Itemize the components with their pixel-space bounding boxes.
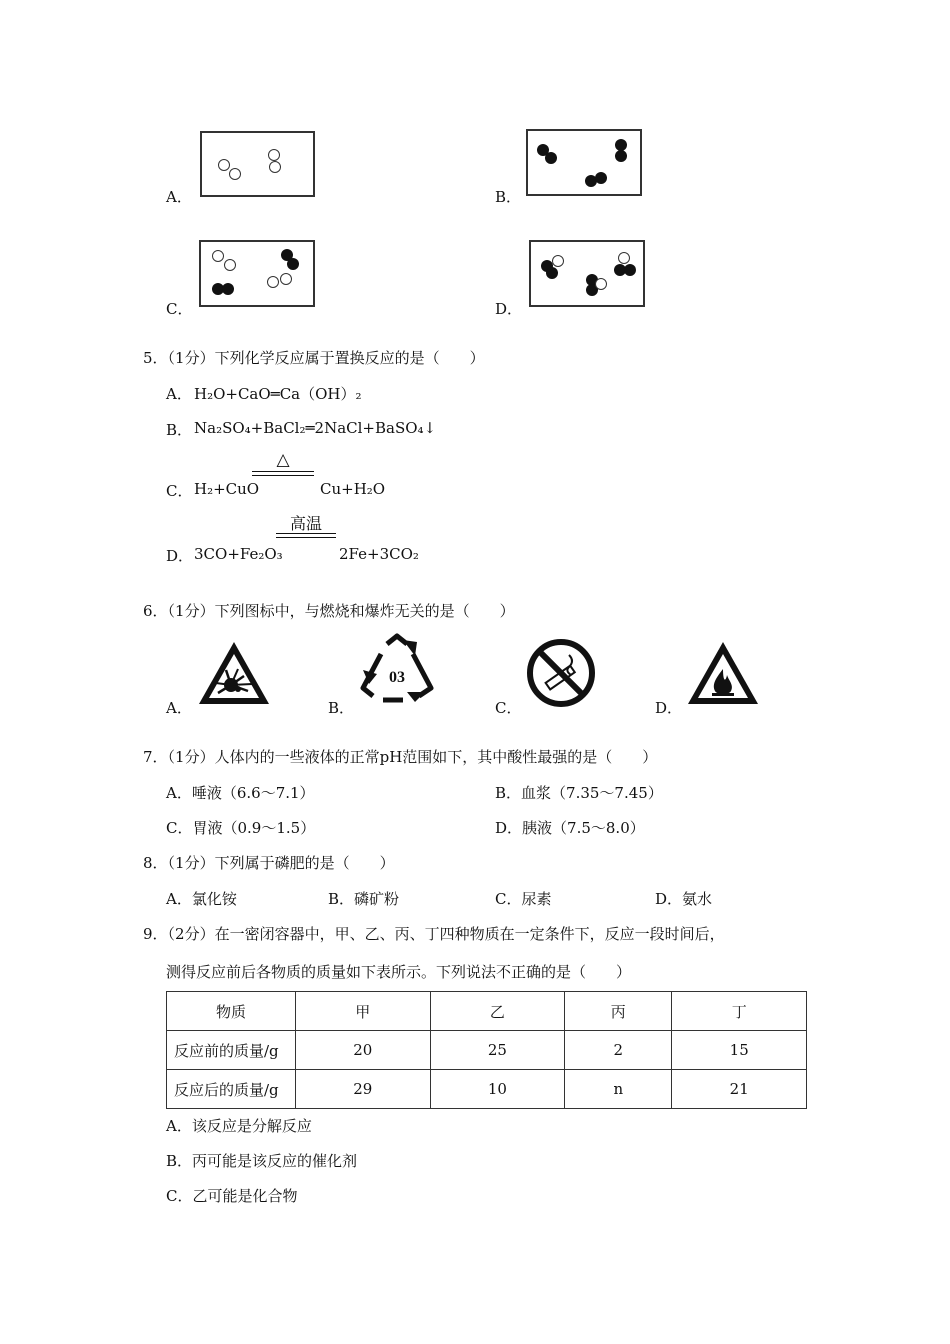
q7-option-a: A．唾液（6.6～7.1） — [166, 784, 315, 802]
q5-option-b-label: B． — [166, 421, 193, 439]
table-cell: n — [565, 1070, 672, 1109]
table-cell: 29 — [296, 1070, 431, 1109]
table-header-cell: 丙 — [565, 992, 672, 1031]
q4-diagram-a — [200, 131, 315, 197]
table-header-cell: 丁 — [672, 992, 807, 1031]
atom-white — [212, 250, 224, 262]
table-cell: 反应前的质量/g — [167, 1031, 296, 1070]
table-cell: 2 — [565, 1031, 672, 1070]
q8-option-a: A．氯化铵 — [166, 890, 237, 908]
table-cell: 反应后的质量/g — [167, 1070, 296, 1109]
q9-option-b: B．丙可能是该反应的催化剂 — [166, 1152, 358, 1170]
explosive-warning-icon — [196, 639, 272, 707]
reaction-condition-high-temp — [276, 511, 336, 539]
table-header-cell: 乙 — [430, 992, 565, 1031]
atom-white — [269, 161, 281, 173]
table-header-row — [167, 992, 807, 1031]
q5-option-c-products: Cu+H₂O — [320, 480, 386, 498]
q9-option-a: A．该反应是分解反应 — [166, 1117, 312, 1135]
q4-option-b-label: B． — [495, 188, 522, 206]
q4-option-a-label: A． — [166, 188, 192, 206]
atom-black — [546, 267, 558, 279]
atom-white — [267, 276, 279, 288]
q8-option-b: B．磷矿粉 — [328, 890, 400, 908]
q5-option-d-products: 2Fe+3CO₂ — [339, 545, 419, 563]
atom-white — [218, 159, 230, 171]
q4-option-d-label: D． — [495, 300, 523, 318]
table-cell: 20 — [296, 1031, 431, 1070]
heat-symbol: △ — [276, 450, 290, 470]
high-temp-text: 高温 — [289, 514, 322, 533]
flammable-warning-icon — [685, 639, 761, 707]
table-row — [167, 1031, 807, 1070]
table-cell: 10 — [430, 1070, 565, 1109]
atom-black — [624, 264, 636, 276]
q4-diagram-d — [529, 240, 645, 307]
q7-option-b: B．血浆（7.35～7.45） — [495, 784, 663, 802]
atom-white — [618, 252, 630, 264]
q4-option-c-label: C． — [166, 300, 193, 318]
q6-option-a-label: A． — [166, 699, 192, 717]
table-row — [167, 1070, 807, 1109]
q6-option-d-label: D． — [655, 699, 683, 717]
q8-option-c: C．尿素 — [495, 890, 552, 908]
atom-white — [268, 149, 280, 161]
q8-option-d: D．氨水 — [655, 890, 713, 908]
no-smoking-icon — [525, 637, 597, 709]
atom-white — [224, 259, 236, 271]
table-header-cell: 物质 — [167, 992, 296, 1031]
atom-black — [287, 258, 299, 270]
atom-black — [545, 152, 557, 164]
q4-diagram-b — [526, 129, 642, 196]
q5-option-d-label: D． — [166, 547, 194, 565]
q6-option-b-label: B． — [328, 699, 355, 717]
mass-table — [166, 991, 807, 1109]
q7-option-c: C．胃液（0.9～1.5） — [166, 819, 316, 837]
atom-black — [595, 172, 607, 184]
table-cell: 15 — [672, 1031, 807, 1070]
q5-option-b-equation: Na₂SO₄+BaCl₂═2NaCl+BaSO₄↓ — [194, 419, 437, 437]
q5-option-a-label: A． — [166, 385, 192, 403]
q5-option-a-equation: H₂O+CaO═Ca（OH）₂ — [194, 385, 362, 403]
q5-option-d-reactants: 3CO+Fe₂O₃ — [194, 545, 283, 563]
q5-stem: 5．（1分）下列化学反应属于置换反应的是（ ） — [143, 349, 485, 367]
recycle-icon — [357, 632, 437, 708]
q6-stem: 6．（1分）下列图标中，与燃烧和爆炸无关的是（ ） — [143, 602, 515, 620]
q9-stem-line2: 测得反应前后各物质的质量如下表所示。下列说法不正确的是（ ） — [166, 963, 632, 981]
table-header-cell: 甲 — [296, 992, 431, 1031]
q4-diagram-c — [199, 240, 315, 307]
q7-stem: 7．（1分）人体内的一些液体的正常pH范围如下，其中酸性最强的是（ ） — [143, 748, 658, 766]
q5-option-c-reactants: H₂+CuO — [194, 480, 260, 498]
atom-white — [552, 255, 564, 267]
atom-white — [229, 168, 241, 180]
atom-white — [280, 273, 292, 285]
reaction-condition-heat — [252, 450, 314, 478]
q6-option-c-label: C． — [495, 699, 522, 717]
table-cell: 21 — [672, 1070, 807, 1109]
q5-option-c-label: C． — [166, 482, 193, 500]
atom-white — [595, 278, 607, 290]
recycle-code-text: 03 — [389, 669, 405, 686]
atom-black — [222, 283, 234, 295]
q8-stem: 8．（1分）下列属于磷肥的是（ ） — [143, 854, 395, 872]
q7-option-d: D．胰液（7.5～8.0） — [495, 819, 645, 837]
table-cell: 25 — [430, 1031, 565, 1070]
atom-black — [615, 150, 627, 162]
q9-stem-line1: 9．（2分）在一密闭容器中，甲、乙、丙、丁四种物质在一定条件下，反应一段时间后， — [143, 925, 725, 943]
q9-option-c: C．乙可能是化合物 — [166, 1187, 298, 1205]
